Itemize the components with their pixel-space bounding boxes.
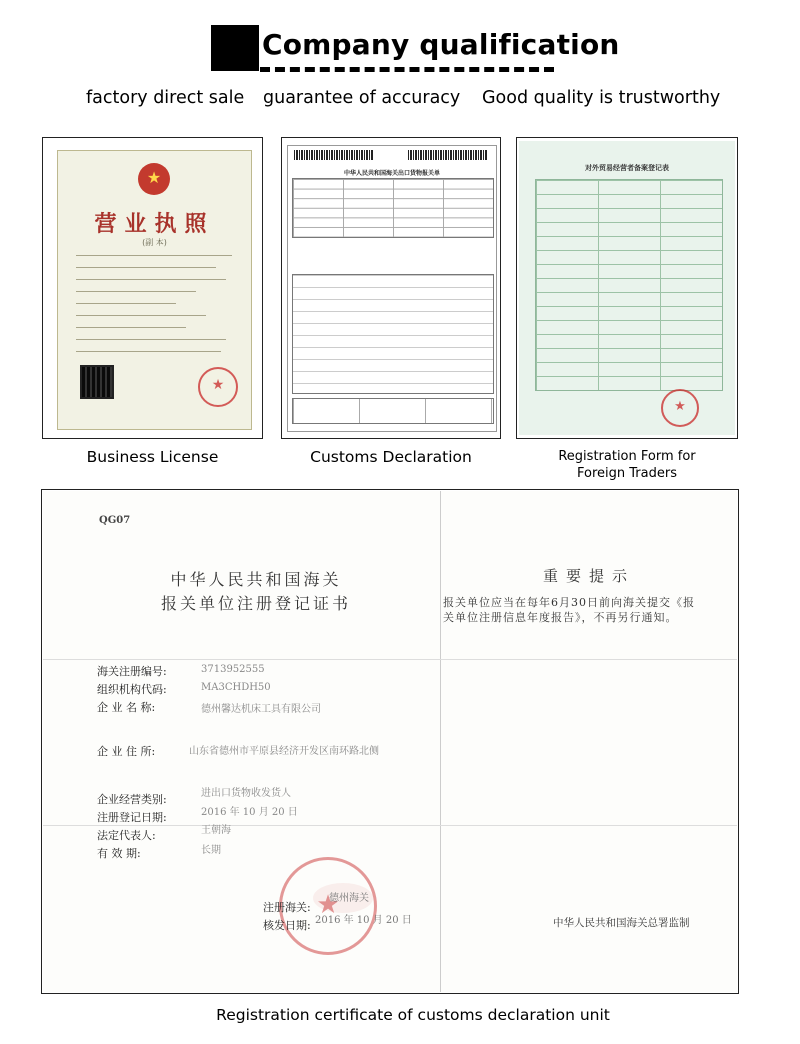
registration-form-image <box>516 137 738 439</box>
customs-form-header-grid <box>292 178 494 238</box>
license-text-line <box>76 327 186 328</box>
national-emblem-icon <box>138 163 170 195</box>
caption-customs-declaration: Customs Declaration <box>310 448 472 466</box>
certificate-code: QG07 <box>99 515 131 526</box>
customs-declaration-image <box>281 137 501 439</box>
sign-value-date: 2016 年 10 月 20 日 <box>315 915 412 926</box>
caption-registration-form <box>516 448 738 482</box>
field-label: 海关注册编号: <box>97 665 167 678</box>
registration-form-grid <box>535 179 723 391</box>
page-header <box>0 0 800 80</box>
license-document <box>57 150 252 430</box>
title-dashed-underline <box>260 67 554 72</box>
caption-line: Registration Form for <box>558 449 696 464</box>
field-label: 注册登记日期: <box>97 811 167 824</box>
certificate-paper <box>43 491 737 992</box>
field-value: 长期 <box>201 845 221 856</box>
red-seal-icon <box>661 389 699 427</box>
sign-value-customs: 德州海关 <box>329 893 369 904</box>
license-subtitle: (副 本) <box>142 238 167 247</box>
field-value: 山东省德州市平原县经济开发区南环路北侧 <box>189 746 379 757</box>
license-text-line <box>76 315 206 316</box>
license-text-line <box>76 279 226 280</box>
registration-form-document <box>519 141 735 435</box>
field-value: MA3CHDH50 <box>201 682 271 693</box>
license-title: 营业执照 <box>94 211 215 237</box>
field-label: 企业经营类别: <box>97 793 167 806</box>
notice-title: 重要提示 <box>542 567 635 585</box>
paper-crease <box>43 825 737 826</box>
red-seal-icon <box>198 367 238 407</box>
barcode-icon <box>408 150 488 160</box>
certificate-subtitle: 报关单位注册登记证书 <box>160 594 351 613</box>
certificate-title: 中华人民共和国海关 <box>170 570 342 589</box>
caption-business-license: Business License <box>86 448 219 466</box>
sign-label-date: 核发日期: <box>263 919 311 932</box>
field-value: 进出口货物收发货人 <box>201 788 291 799</box>
license-text-line <box>76 291 196 292</box>
customs-form-goods-table <box>292 274 494 394</box>
tagline-factory-direct: factory direct sale <box>86 88 245 108</box>
tagline-quality: Good quality is trustworthy <box>482 88 721 108</box>
notice-text: 报关单位应当在每年6月30日前向海关提交《报关单位注册信息年度报告》，不再另行通知。 <box>443 596 695 624</box>
license-text-line <box>76 351 221 352</box>
customs-form-footer-grid <box>292 398 494 424</box>
field-label: 企 业 住 所: <box>97 745 156 758</box>
field-value: 3713952555 <box>201 664 265 675</box>
sign-label-customs: 注册海关: <box>263 901 311 914</box>
tagline-accuracy: guarantee of accuracy <box>263 88 461 108</box>
paper-crease <box>43 659 737 660</box>
certificate-issuer: 中华人民共和国海关总署监制 <box>553 917 690 929</box>
field-value: 2016 年 10 月 20 日 <box>201 807 298 818</box>
customs-form-heading: 中华人民共和国海关出口货物报关单 <box>343 170 440 177</box>
license-text-line <box>76 255 232 256</box>
license-text-line <box>76 303 176 304</box>
qr-code-icon <box>80 365 114 399</box>
field-label: 组织机构代码: <box>97 683 167 696</box>
field-label: 法定代表人: <box>97 829 156 842</box>
customs-certificate-image <box>41 489 739 994</box>
caption-customs-certificate: Registration certificate of customs declaration unit <box>216 1006 610 1024</box>
license-text-line <box>76 339 226 340</box>
customs-form-document <box>287 145 497 432</box>
field-value: 德州馨达机床工具有限公司 <box>201 704 321 715</box>
license-text-line <box>76 267 216 268</box>
caption-line: Foreign Traders <box>577 466 677 481</box>
page-title: Company qualification <box>262 28 620 61</box>
registration-form-heading: 对外贸易经营者备案登记表 <box>585 164 669 172</box>
field-label: 企 业 名 称: <box>97 701 156 714</box>
business-license-image <box>42 137 263 439</box>
field-value: 王朝海 <box>201 825 231 836</box>
title-block-decoration <box>211 25 259 71</box>
field-label: 有 效 期: <box>97 847 141 860</box>
barcode-icon <box>294 150 374 160</box>
